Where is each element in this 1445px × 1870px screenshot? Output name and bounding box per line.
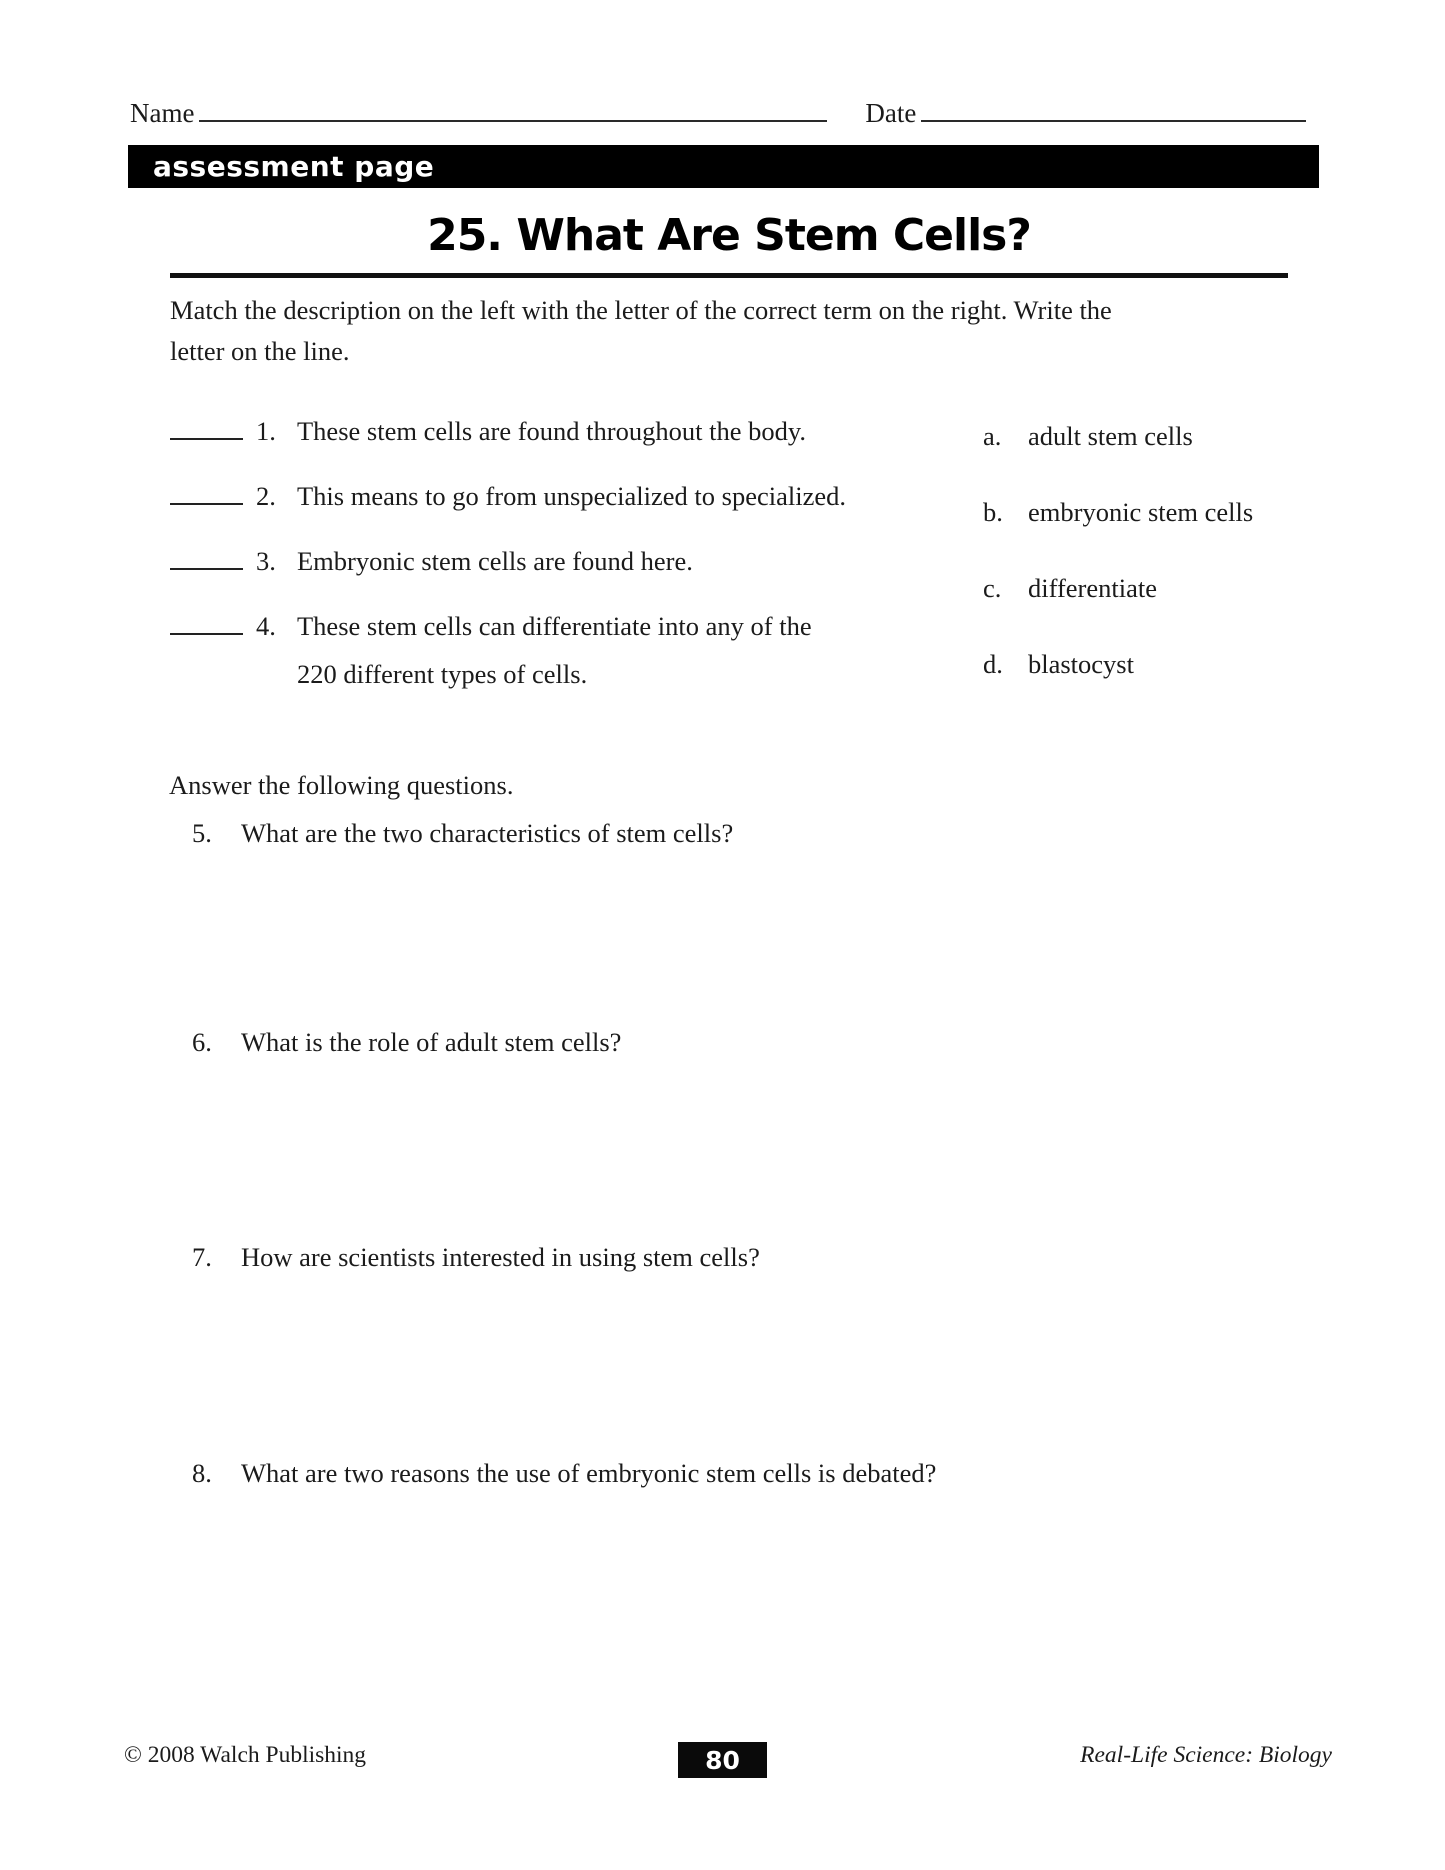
question-6-text: What is the role of adult stem cells? bbox=[241, 1027, 622, 1057]
question-8-number: 8. bbox=[192, 1458, 212, 1488]
matching-option-d-text: blastocyst bbox=[1028, 649, 1134, 679]
matching-item-3 bbox=[170, 544, 846, 578]
answer-blank-4[interactable] bbox=[170, 633, 243, 635]
matching-option-b bbox=[983, 495, 1253, 529]
answer-blank-2[interactable] bbox=[170, 503, 243, 505]
matching-item-1-number: 1. bbox=[256, 416, 276, 446]
matching-item-4-text-line2: 220 different types of cells. bbox=[297, 659, 588, 689]
question-6-number: 6. bbox=[192, 1027, 212, 1057]
name-label: Name bbox=[130, 98, 195, 128]
page-title: 25. What Are Stem Cells? bbox=[427, 210, 1031, 261]
matching-option-c-letter: c. bbox=[983, 573, 1002, 603]
copyright-text: © 2008 Walch Publishing bbox=[124, 1742, 367, 1768]
question-7-number: 7. bbox=[192, 1242, 212, 1272]
name-date-header bbox=[130, 98, 1306, 129]
matching-option-a-text: adult stem cells bbox=[1028, 421, 1193, 451]
question-8-text: What are two reasons the use of embryonic stem cells is debated? bbox=[241, 1458, 937, 1488]
answer-blank-1[interactable] bbox=[170, 438, 243, 440]
matching-option-b-letter: b. bbox=[983, 497, 1003, 527]
question-5 bbox=[192, 816, 733, 850]
matching-item-2-number: 2. bbox=[256, 481, 276, 511]
title-rule bbox=[170, 273, 1288, 278]
question-7 bbox=[192, 1240, 760, 1274]
book-title: Real-Life Science: Biology bbox=[1080, 1742, 1332, 1768]
date-label: Date bbox=[865, 98, 917, 128]
matching-item-2-text: This means to go from unspecialized to specialized. bbox=[297, 481, 846, 511]
matching-item-4 bbox=[170, 609, 846, 643]
page-number-box bbox=[678, 1742, 767, 1778]
matching-option-c-text: differentiate bbox=[1028, 573, 1157, 603]
date-input-line[interactable] bbox=[921, 120, 1306, 122]
page-number: 80 bbox=[705, 1745, 740, 1775]
matching-option-c bbox=[983, 571, 1253, 605]
matching-instructions-line2: letter on the line. bbox=[170, 336, 350, 366]
name-input-line[interactable] bbox=[199, 120, 827, 122]
assessment-page-banner bbox=[128, 145, 1319, 188]
matching-item-2 bbox=[170, 479, 846, 513]
matching-item-3-number: 3. bbox=[256, 546, 276, 576]
matching-terms bbox=[983, 419, 1253, 723]
matching-item-4-number: 4. bbox=[256, 611, 276, 641]
matching-item-1 bbox=[170, 414, 846, 448]
matching-option-a-letter: a. bbox=[983, 421, 1002, 451]
question-8 bbox=[192, 1456, 936, 1490]
matching-option-b-text: embryonic stem cells bbox=[1028, 497, 1254, 527]
matching-item-1-text: These stem cells are found throughout the body. bbox=[297, 416, 807, 446]
matching-option-a bbox=[983, 419, 1253, 453]
question-7-text: How are scientists interested in using stem cells? bbox=[241, 1242, 760, 1272]
matching-item-4-text: These stem cells can differentiate into any of the bbox=[297, 611, 812, 641]
question-6 bbox=[192, 1025, 621, 1059]
answer-blank-3[interactable] bbox=[170, 568, 243, 570]
matching-instructions bbox=[170, 290, 1310, 372]
questions-heading: Answer the following questions. bbox=[169, 770, 514, 800]
question-5-number: 5. bbox=[192, 818, 212, 848]
matching-option-d-letter: d. bbox=[983, 649, 1003, 679]
matching-option-d bbox=[983, 647, 1253, 681]
question-5-text: What are the two characteristics of stem cells? bbox=[241, 818, 734, 848]
matching-instructions-line1: Match the description on the left with the letter of the correct term on the right. Write the bbox=[170, 295, 1112, 325]
assessment-page-banner-label: assessment page bbox=[153, 150, 435, 183]
matching-item-3-text: Embryonic stem cells are found here. bbox=[297, 546, 693, 576]
matching-descriptions bbox=[170, 414, 846, 722]
